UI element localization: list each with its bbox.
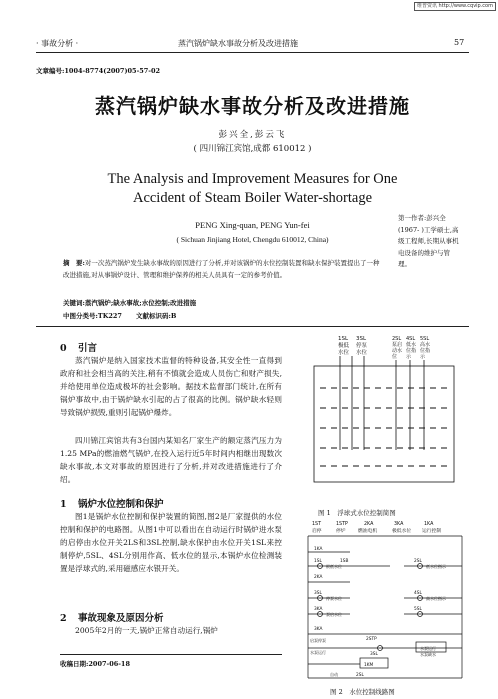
title-en	[36, 170, 469, 208]
fig2-label: 水泵缺水	[420, 652, 436, 657]
fig2-label: 停炉	[336, 529, 346, 534]
fig1-label: 高水	[420, 342, 431, 348]
doc-code: 文献标识码:B	[135, 312, 177, 320]
fig2-label: 1KA	[314, 547, 323, 552]
section-number: 2	[60, 613, 67, 624]
fig2-label: 水泵运行	[420, 646, 436, 651]
fig2-label: 1KM	[364, 663, 374, 668]
fig2-label: 1SB	[340, 559, 349, 564]
page-number: 57	[454, 38, 465, 47]
affiliation-zh: ( 四川锦江宾馆,成都 610012 )	[193, 144, 312, 154]
watermark: 维普资讯 http://www.cqvip.com	[414, 2, 496, 11]
paragraph: 2005年2月的一天,锅炉正常自动运行,锅炉	[75, 626, 218, 635]
fig1-label: 动水	[392, 348, 403, 354]
fig1-label: 1SL	[338, 336, 349, 342]
fig2-label: 1SL	[314, 559, 322, 564]
fig1-label: 停泵	[356, 343, 368, 349]
fig2-label: 停泵水位	[326, 596, 342, 601]
fig2-label: 3KA	[394, 522, 404, 527]
abstract-label: 摘 要:	[63, 259, 85, 267]
fig2-label: 燃油电机	[358, 529, 378, 534]
fig2-label: 3SL	[370, 652, 378, 657]
fig2-label: 5SL	[414, 607, 422, 612]
fig2-label: 低水位指示	[426, 564, 446, 569]
fig2-label: 自动	[330, 672, 338, 677]
running-title: 蒸汽锅炉缺水事故分析及改进措施	[178, 39, 298, 48]
title-zh: 蒸汽锅炉缺水事故分析及改进措施	[95, 94, 410, 118]
fig2-label: 1STP	[336, 522, 348, 527]
fig1-label: 泵启	[392, 342, 403, 348]
section-title: 锅炉水位控制和保护	[78, 499, 164, 510]
section-label: · 事故分析 ·	[36, 39, 79, 48]
title-en-line2: Accident of Steam Boiler Water-shortage	[132, 190, 373, 206]
section-number: 0	[60, 343, 67, 354]
fig1-level-lines	[320, 388, 448, 466]
fig1-drum	[314, 356, 454, 482]
fig2-label: 启停	[312, 529, 322, 534]
fig2-label: 1KA	[424, 522, 434, 527]
fig1-label: 4SL	[406, 336, 416, 342]
fig1-label: 低水	[406, 342, 417, 348]
fig2-label: 1ST	[312, 522, 322, 527]
fig2-top-labels	[312, 521, 441, 534]
fig2-label: 水泵运行	[310, 650, 326, 655]
fig1-label: 2SL	[392, 336, 402, 342]
paragraph: 四川锦江宾馆共有3台国内某知名厂家生产的额定蒸汽压力为1.25 MPa的燃油燃气锅炉,在投入运行近5年时间内相继出现数次缺水事故,本文对事故的原因进行了分析,并对改进措施进行了介绍。	[60, 436, 282, 485]
fig1-label: 3SL	[356, 336, 367, 342]
abstract-text: 对一次蒸汽锅炉发生缺水事故的原因进行了分析,并对该锅炉的水位控制装置和缺水保护装置提出了一种改进措施,对从事锅炉设计、管理和维护保养的相关人员具有一定的参考价值。	[63, 259, 380, 279]
fig2-label: 2SL	[414, 559, 422, 564]
affiliation-en: ( Sichuan Jinjiang Hotel, Chengdu 610012, China)	[176, 235, 329, 244]
fig2-label: 3KA	[314, 627, 323, 632]
fig2-label: 2SL	[356, 673, 364, 678]
fig2-label: 极低水位	[326, 564, 342, 569]
section-title: 引言	[78, 343, 98, 354]
classification: 中图分类号:TK227	[63, 312, 122, 320]
paragraph: 图1是锅炉水位控制和保护装置的简图,图2是厂家提供的水位控制和保护的电路图。从图1中可以看出在自动运行时锅炉进水泵的启停由水位开关2LS和3SL控制,缺水保护由水位开关1SL来控制停炉,5SL、4SL分别用作高、低水位的显示,本锅炉水位检测装置是浮球式的,采用磁感应水银开关。	[60, 512, 282, 574]
figure-1-float-diagram	[300, 330, 470, 500]
fig2-label: 启泵停泵	[310, 638, 326, 643]
footer-rule	[60, 654, 282, 655]
paragraph: 蒸汽锅炉是纳入国家技术监督的特种设备,其安全性一直得到政府和社会相当高的关注,稍有不慎就会造成人员伤亡和财产损失,并给使用单位造成极坏的社会影响。据技术监督部门统计,在所有锅炉事故中,由于锅炉缺水引起的占了很高的比例。锅炉缺水轻则导致锅炉损毁,重则引起锅炉爆炸。	[60, 356, 282, 418]
article-number: 文章编号:1004-8774(2007)05-57-02	[36, 67, 161, 75]
fig2-wiring	[308, 536, 462, 678]
fig1-label: 示	[406, 354, 412, 360]
authors-en: PENG Xing-quan, PENG Yun-fei	[195, 220, 310, 230]
fig1-label: 水位	[338, 350, 350, 356]
section-heading-2	[60, 610, 164, 624]
fig2-label: 3KA	[314, 607, 323, 612]
fig2-side-labels	[310, 563, 447, 677]
section-number: 1	[60, 499, 67, 510]
header-rule	[36, 52, 469, 53]
classification-line	[63, 311, 385, 320]
fig2-label: 高水位指示	[426, 596, 446, 601]
section-title: 事故现象及原因分析	[78, 613, 164, 624]
received-date: 收稿日期:2007-06-18	[60, 660, 130, 668]
fig1-left-labels	[338, 336, 368, 356]
fig2-label: 泵启水位	[326, 612, 342, 617]
fig1-label: 5SL	[420, 336, 430, 342]
fig1-vessel-outline	[314, 366, 454, 482]
figure-2-caption: 图 2 水位控制线路图	[330, 688, 395, 696]
authors-zh: 彭兴全,彭云飞	[218, 130, 287, 140]
section-heading-0	[60, 340, 97, 354]
fig1-label: 位指	[420, 348, 431, 354]
abstract-rule	[36, 326, 469, 327]
figure-2-circuit-diagram	[300, 518, 470, 686]
fig1-label: 位	[392, 354, 398, 360]
fig2-label: 运行控制	[422, 529, 442, 534]
section-heading-1	[60, 496, 164, 510]
author-bio: 第一作者:彭兴全 (1967- )工学硕士,高级工程师,长期从事机电设备的维护与管理。	[398, 214, 459, 268]
fig1-label: 水位	[356, 350, 368, 356]
fig2-label: 极低水位	[392, 529, 412, 534]
title-en-line1: The Analysis and Improvement Measures for One	[107, 171, 398, 187]
fig2-label: 2KA	[314, 575, 323, 580]
fig1-label: 位指	[406, 348, 417, 354]
abstract	[63, 258, 385, 281]
keywords: 关键词:蒸汽锅炉;缺水事故;水位控制;改进措施	[63, 299, 197, 307]
fig2-label: 3SL	[314, 591, 322, 596]
fig1-label: 示	[420, 354, 426, 360]
fig1-label: 极低	[338, 343, 350, 349]
fig2-label: 2KA	[364, 522, 374, 527]
fig1-right-labels	[392, 336, 430, 360]
fig2-label: 4SL	[414, 591, 422, 596]
figure-1-caption: 图 1 浮球式水位控制简图	[318, 509, 396, 517]
fig2-label: 2STP	[366, 637, 377, 642]
